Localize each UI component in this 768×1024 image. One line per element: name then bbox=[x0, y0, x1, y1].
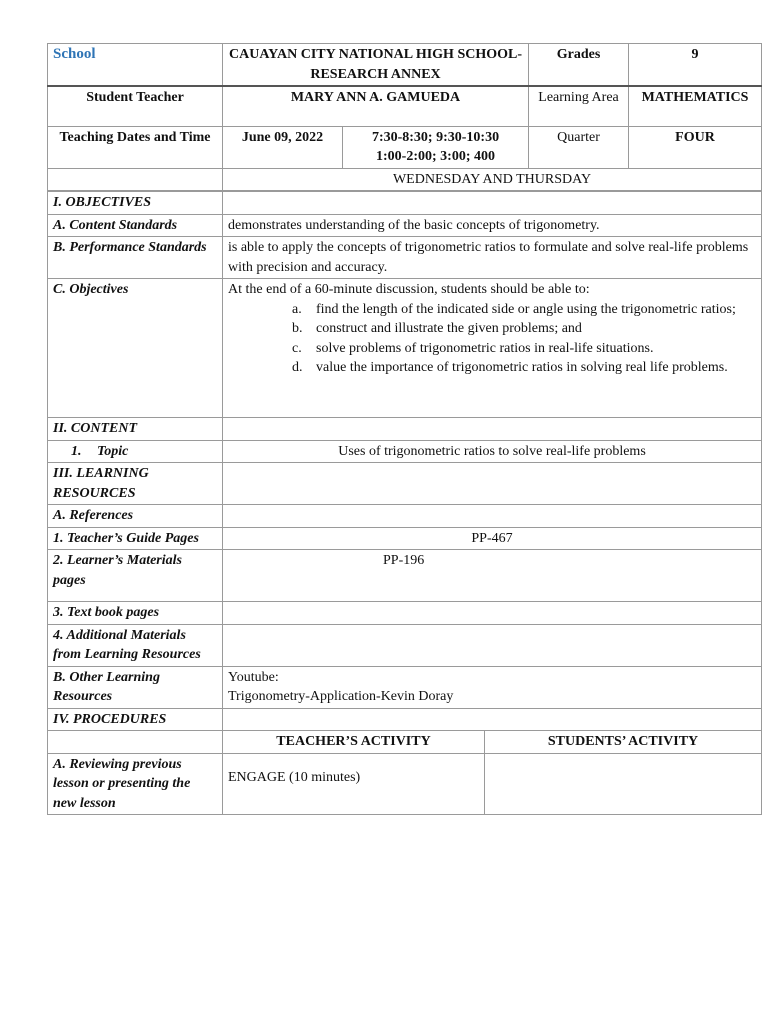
objective-item: a. find the length of the indicated side or angle using the trigonometric ratios; bbox=[292, 301, 736, 317]
objective-item: c. solve problems of trigonometric ratios in real-life situations. bbox=[292, 340, 654, 356]
objectives-list bbox=[228, 300, 756, 378]
content-standards-label: A. Content Standards bbox=[48, 214, 223, 237]
teaching-days: WEDNESDAY AND THURSDAY bbox=[223, 168, 762, 191]
quarter-value: FOUR bbox=[629, 126, 762, 168]
students-activity-cell bbox=[485, 753, 762, 815]
teacher-activity-header: TEACHER’S ACTIVITY bbox=[223, 731, 485, 754]
lesson-plan-page bbox=[47, 43, 761, 815]
objective-item: b. construct and illustrate the given problems; and bbox=[292, 321, 582, 336]
objectives-label: C. Objectives bbox=[48, 279, 223, 418]
student-teacher-value: MARY ANN A. GAMUEDA bbox=[223, 86, 529, 126]
school-label: School bbox=[48, 44, 223, 87]
teachers-guide-label: 1. Teacher’s Guide Pages bbox=[48, 527, 223, 550]
objective-item: d. value the importance of trigonometric ratios in solving real life problems. bbox=[292, 360, 728, 375]
students-activity-header: STUDENTS’ ACTIVITY bbox=[485, 731, 762, 754]
learning-resources-section: III. LEARNING RESOURCES bbox=[48, 463, 223, 505]
lesson-plan-body-table bbox=[47, 191, 762, 815]
engage-cell: ENGAGE (10 minutes) bbox=[223, 753, 485, 815]
procedures-section: IV. PROCEDURES bbox=[48, 708, 223, 731]
youtube-reference: Trigonometry-Application-Kevin Doray bbox=[228, 689, 454, 704]
school-name: CAUAYAN CITY NATIONAL HIGH SCHOOL-RESEARCH ANNEX bbox=[223, 44, 529, 87]
content-section: II. CONTENT bbox=[48, 418, 223, 441]
teachers-guide-value: PP-467 bbox=[223, 527, 762, 550]
teaching-time-value bbox=[343, 126, 529, 168]
content-standards-value: demonstrates understanding of the basic concepts of trigonometry. bbox=[223, 214, 762, 237]
additional-materials-label: 4. Additional Materials from Learning Resources bbox=[48, 624, 223, 666]
performance-standards-value: is able to apply the concepts of trigonometric ratios to formulate and solve real-life problems with precision and accuracy. bbox=[223, 237, 762, 279]
time-line-2: 1:00-2:00; 3:00; 400 bbox=[376, 149, 495, 164]
teaching-dates-label: Teaching Dates and Time bbox=[48, 126, 223, 168]
objectives-intro: At the end of a 60-minute discussion, students should be able to: bbox=[228, 282, 590, 297]
topic-label: 1. Topic bbox=[48, 440, 223, 463]
other-resources-label: B. Other Learning Resources bbox=[48, 666, 223, 708]
learning-area-value: MATHEMATICS bbox=[629, 86, 762, 126]
lesson-plan-header-table bbox=[47, 43, 762, 191]
learners-materials-label: 2. Learner’s Materials pages bbox=[48, 550, 223, 602]
teaching-date-value: June 09, 2022 bbox=[223, 126, 343, 168]
objectives-section: I. OBJECTIVES bbox=[48, 192, 223, 215]
grades-label: Grades bbox=[529, 44, 629, 87]
quarter-label: Quarter bbox=[529, 126, 629, 168]
time-line-1: 7:30-8:30; 9:30-10:30 bbox=[371, 129, 500, 145]
performance-standards-label: B. Performance Standards bbox=[48, 237, 223, 279]
student-teacher-label: Student Teacher bbox=[48, 86, 223, 126]
objectives-cell bbox=[223, 279, 762, 418]
reviewing-label: A. Reviewing previous lesson or presenting the new lesson bbox=[48, 753, 223, 815]
topic-value: Uses of trigonometric ratios to solve real-life problems bbox=[223, 440, 762, 463]
learning-area-label: Learning Area bbox=[529, 86, 629, 126]
references-label: A. References bbox=[48, 505, 223, 528]
grades-value: 9 bbox=[629, 44, 762, 87]
days-blank bbox=[48, 168, 223, 191]
textbook-label: 3. Text book pages bbox=[48, 602, 223, 625]
learners-materials-value: PP-196 bbox=[223, 550, 762, 602]
other-resources-value: Youtube: Trigonometry-Application-Kevin Doray bbox=[223, 666, 762, 708]
